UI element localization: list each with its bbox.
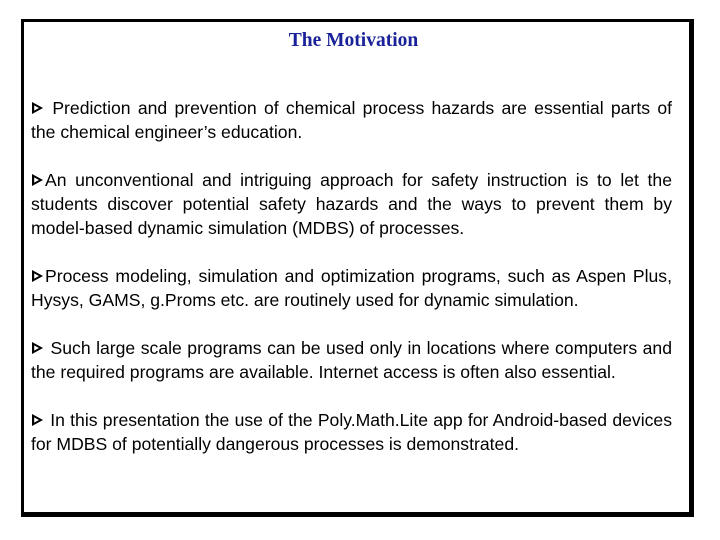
- bullet-list: [31, 96, 672, 456]
- bullet-item: [31, 336, 672, 384]
- bullet-item: [31, 264, 672, 312]
- bullet-item: [31, 96, 672, 144]
- arrow-bullet-icon: [31, 413, 44, 427]
- bullet-text: In this presentation the use of the Poly.Math.Lite app for Android-based devices for MDBS of potentially dangerous processes is demonstrated.: [31, 410, 672, 454]
- bullet-item: [31, 168, 672, 240]
- arrow-bullet-icon: [31, 269, 44, 283]
- slide-title: The Motivation: [288, 30, 419, 51]
- bullet-text: Process modeling, simulation and optimization programs, such as Aspen Plus, Hysys, GAMS, g.Proms etc. are routinely used for dynamic simulation.: [31, 266, 672, 310]
- arrow-bullet-icon: [31, 341, 44, 355]
- arrow-bullet-icon: [31, 101, 44, 115]
- bullet-item: [31, 408, 672, 456]
- bullet-text: Such large scale programs can be used only in locations where computers and the required programs are available. Internet access is often also essential.: [31, 338, 672, 382]
- bullet-text: An unconventional and intriguing approach for safety instruction is to let the students discover potential safety hazards and the ways to prevent them by model-based dynamic simulation (MDBS) of processes.: [31, 170, 672, 238]
- bullet-text: Prediction and prevention of chemical process hazards are essential parts of the chemical engineer’s education.: [31, 98, 673, 142]
- arrow-bullet-icon: [31, 173, 44, 187]
